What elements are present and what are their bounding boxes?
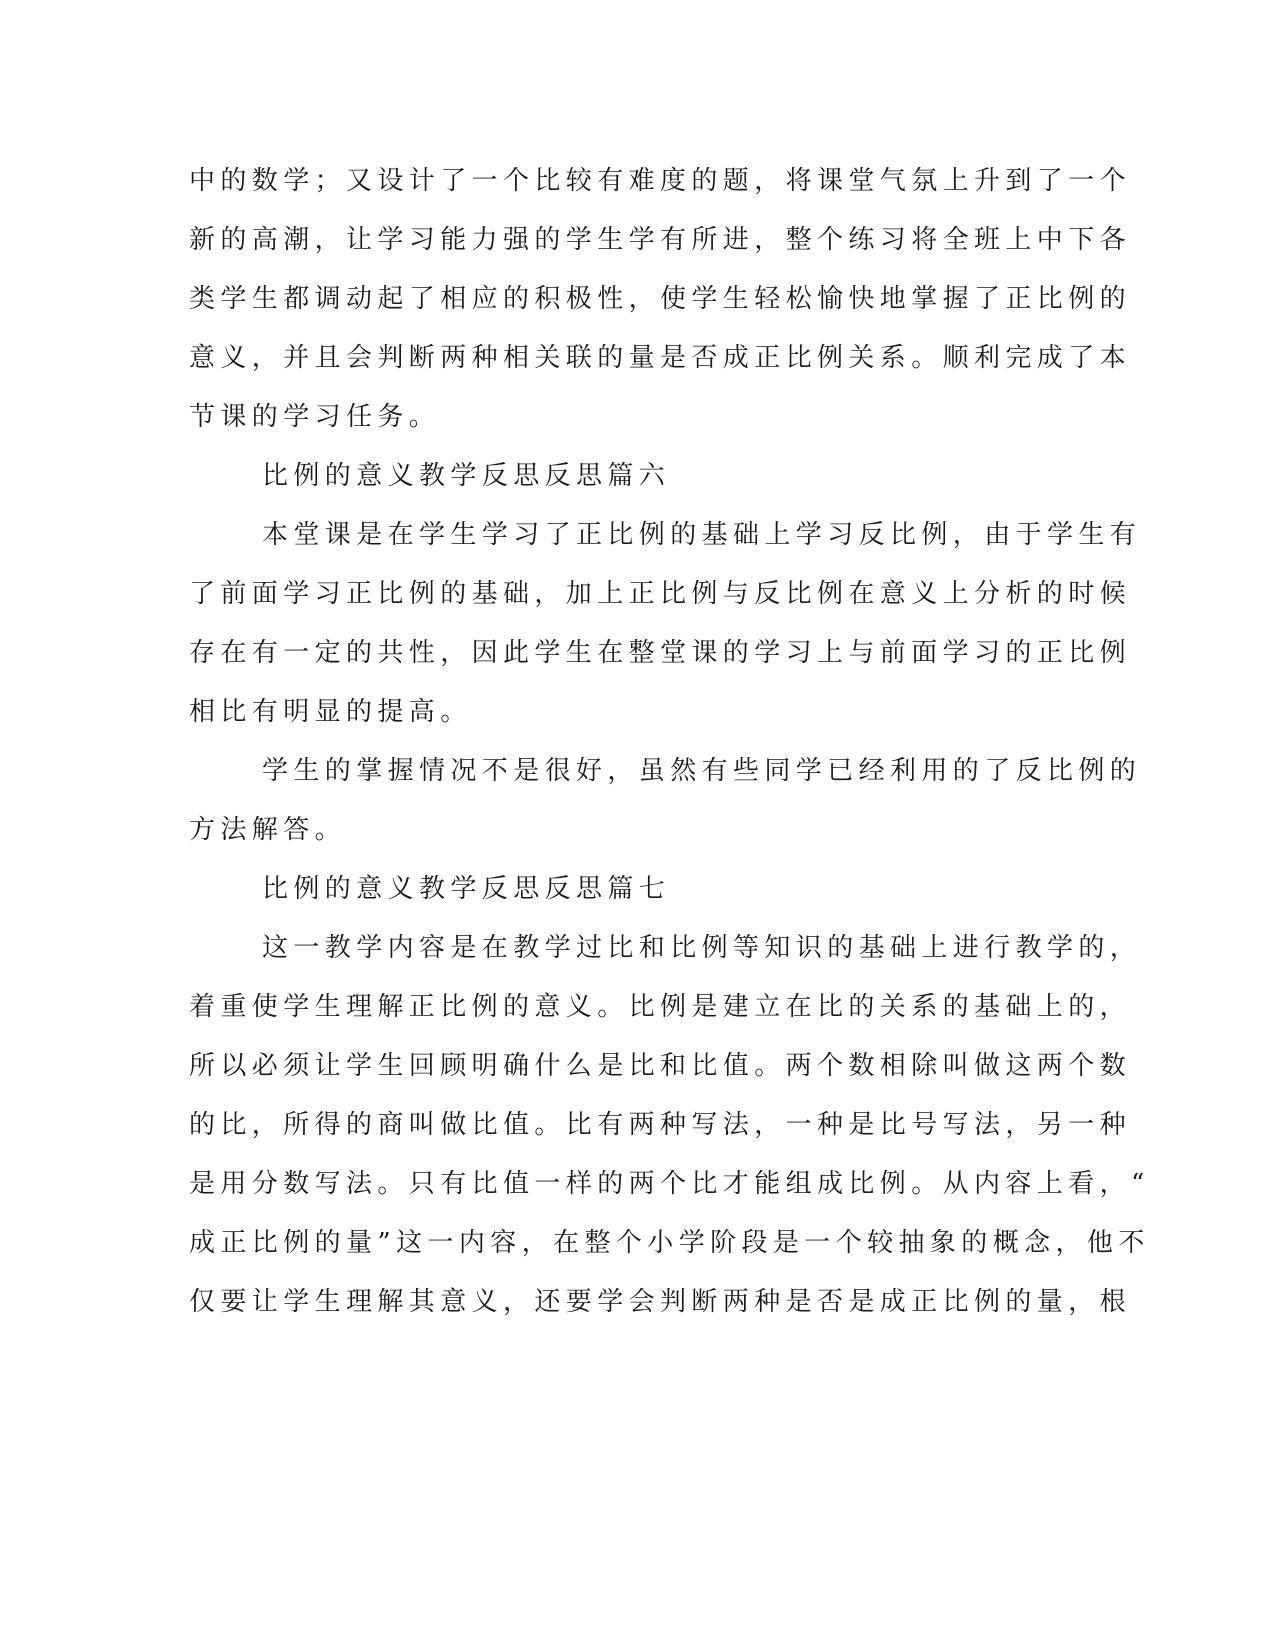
paragraph-line: 所以必须让学生回顾明确什么是比和比值。两个数相除叫做这两个数 (189, 1051, 1132, 1081)
paragraph-line: 的比，所得的商叫做比值。比有两种写法，一种是比号写法，另一种 (189, 1110, 1132, 1140)
paragraph-line: 节课的学习任务。 (189, 402, 441, 432)
paragraph-line: 本堂课是在学生学习了正比例的基础上学习反比例，由于学生有 (262, 520, 1142, 550)
paragraph-line: 了前面学习正比例的基础，加上正比例与反比例在意义上分析的时候 (189, 579, 1132, 609)
paragraph-line: 意义，并且会判断两种相关联的量是否成正比例关系。顺利完成了本 (189, 343, 1132, 373)
paragraph-line: 方法解答。 (189, 815, 347, 845)
section-heading: 比例的意义教学反思反思篇七 (262, 874, 671, 904)
paragraph-line: 类学生都调动起了相应的积极性，使学生轻松愉快地掌握了正比例的 (189, 284, 1132, 314)
section-heading: 比例的意义教学反思反思篇六 (262, 461, 671, 491)
paragraph-line: 学生的掌握情况不是很好，虽然有些同学已经利用的了反比例的 (262, 756, 1142, 786)
paragraph-line: 成正比例的量”这一内容，在整个小学阶段是一个较抽象的概念，他不 (189, 1228, 1150, 1258)
paragraph-line: 新的高潮，让学习能力强的学生学有所进，整个练习将全班上中下各 (189, 225, 1132, 255)
paragraph-line: 中的数学；又设计了一个比较有难度的题，将课堂气氛上升到了一个 (189, 166, 1132, 196)
paragraph-line: 是用分数写法。只有比值一样的两个比才能组成比例。从内容上看，“ (189, 1169, 1150, 1199)
paragraph-line: 存在有一定的共性，因此学生在整堂课的学习上与前面学习的正比例 (189, 638, 1132, 668)
paragraph-line: 仅要让学生理解其意义，还要学会判断两种是否是成正比例的量，根 (189, 1287, 1132, 1317)
paragraph-line: 这一教学内容是在教学过比和比例等知识的基础上进行教学的， (262, 933, 1142, 963)
paragraph-line: 着重使学生理解正比例的意义。比例是建立在比的关系的基础上的， (189, 992, 1132, 1022)
paragraph-line: 相比有明显的提高。 (189, 697, 472, 727)
